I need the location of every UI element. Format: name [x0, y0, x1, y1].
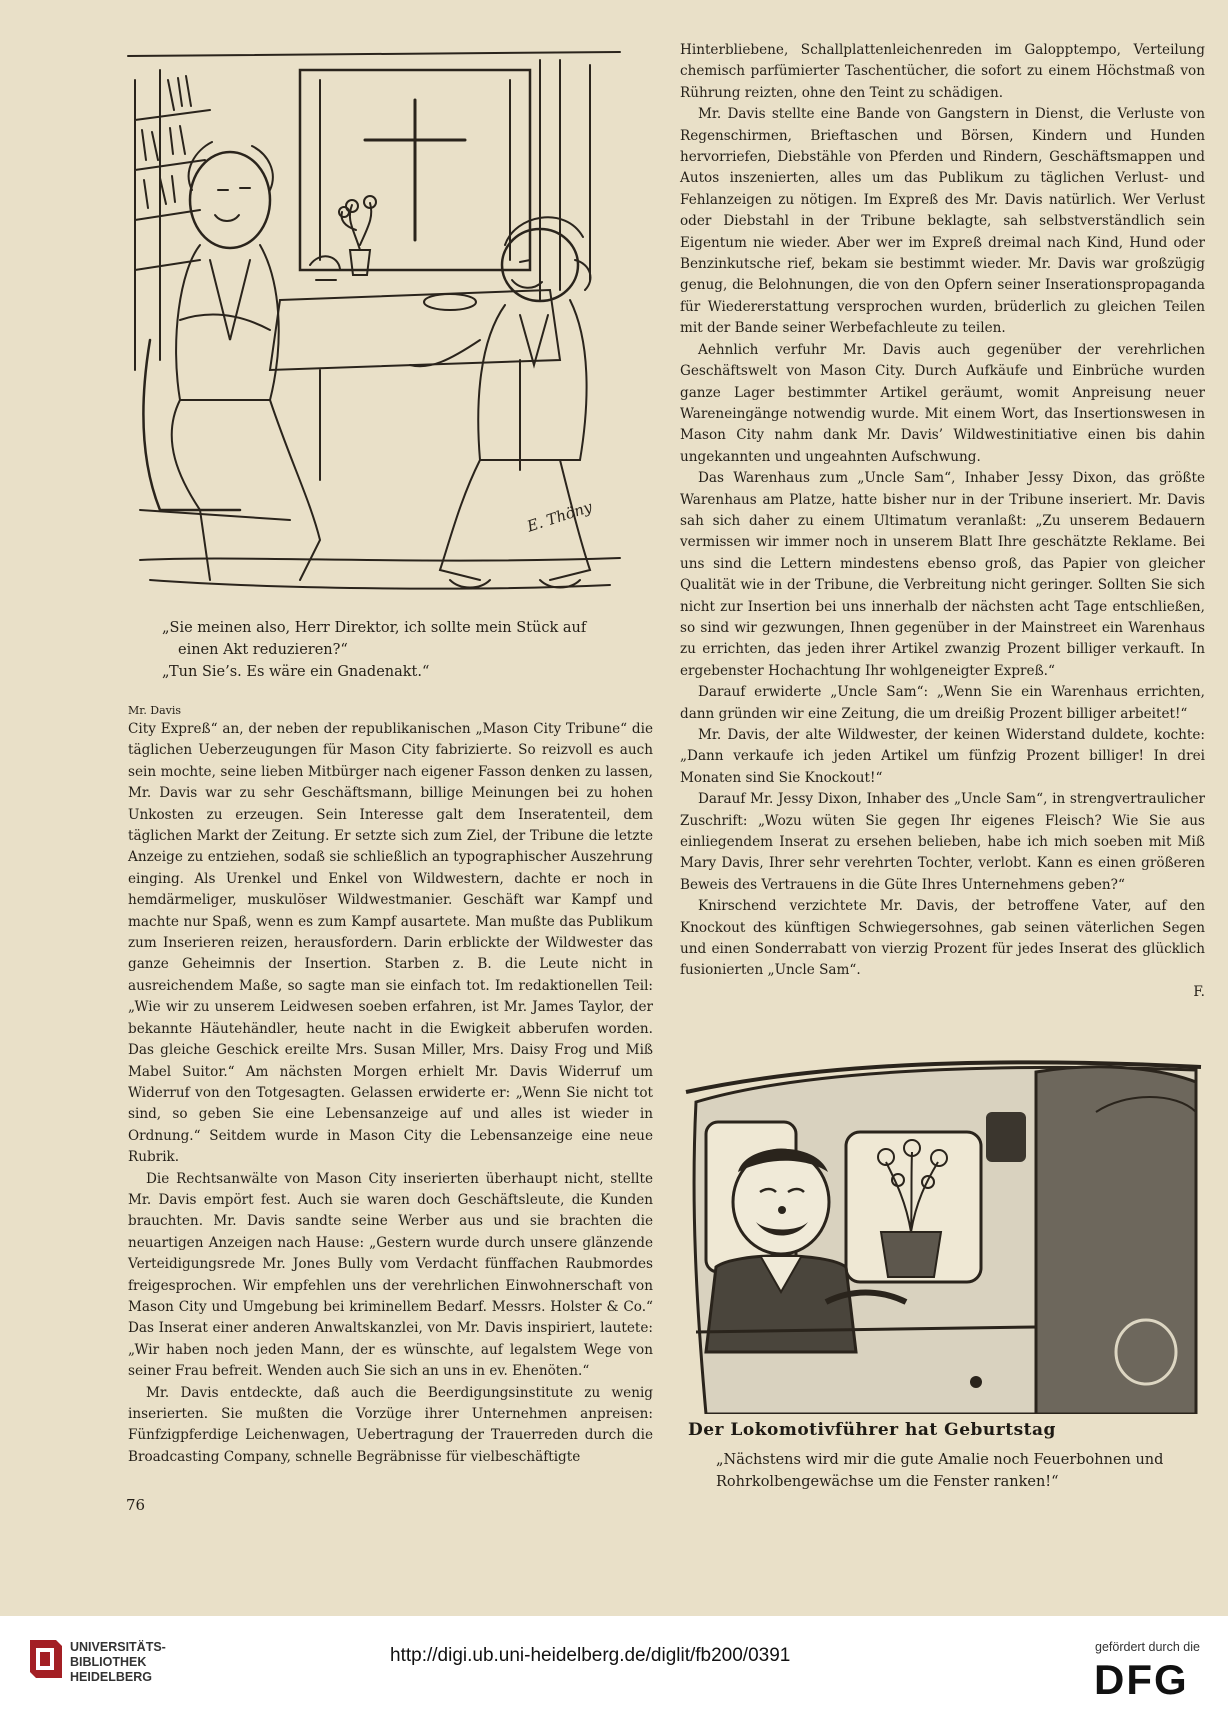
right-paragraph-3: Aehnlich verfuhr Mr. Davis auch gegenüber der verehrlichen Geschäftswelt von Mason City. Durch Aufkäufe und Einbrüche wurden ganze Lager bestimmter Artikel geräumt, womit Anpreisung neuer Wareneingänge notwendig wurde. Mit einem Wort, das Insertionswesen in Mason City nahm dank Mr. Davis’ Wildwestinitiative einen bis dahin ungekannten und ungeahnten Aufschwung. — [680, 341, 1205, 465]
left-paragraph-1: City Expreß“ an, der neben der republikanischen „Mason City Tribune“ die täglichen Ueberzeugungen für Mason City fabrizierte. So reizvoll es auch sein mochte, seine lieben Mitbürger nach eigener Fasson denken zu lassen, Mr. Davis war zu sehr Geschäftsmann, billige Meinungen bei zu hohen Unkosten zu erzeugen. Sein Interesse galt dem Inseratenteil, dem täglichen Markt der Zeitung. Er setzte sich zum Ziel, der Tribune die letzte Anzeige zu entziehen, sodaß sie schließlich an typographischer Auszehrung einging. Als Urenkel und Enkel von Wildwestern, dachte er noch in hemdärmeliger, muskulöser Wildwestmanier. Geschäft war Kampf und machte nur Spaß, wenn es zum Kampf ausartete. Man mußte das Publikum zum Inserieren reizen, herausfordern. Darin erblickte der Wildwester das ganze Geheimnis der Insertion. Starben z. B. die Leute nicht in ausreichendem Maße, so sagte man sie einfach tot. Im redaktionellen Teil: „Wie wir zu unserem Leidwesen soeben erfahren, ist Mr. James Taylor, der bekannte Häutehändler, heute nacht in die Ewigkeit abberufen worden. Das gleiche Geschick ereilte Mrs. Susan Miller, Mrs. Daisy Frog und Miß Mabel Suitor.“ Am nächsten Morgen erhielt Mr. Davis Widerruf um Widerruf von den Totgesagten. Gelassen erwiderte er: „Wenn Sie nicht tot sind, so geben Sie eine Lebensanzeige auf und alles ist wieder in Ordnung.“ Seitdem wurde in Mason City die Lebensanzeige eine neue Rubrik. — [128, 721, 653, 1166]
page-number: 76 — [126, 1496, 146, 1514]
caption-line-1: „Sie meinen also, Herr Direktor, ich sollte mein Stück auf — [162, 620, 587, 636]
caption-line-2: einen Akt reduzieren?“ — [178, 642, 348, 658]
right-paragraph-6: Mr. Davis, der alte Wildwester, der keinen Widerstand duldete, kochte: „Dann verkaufe ich jeden Artikel um fünfzig Prozent billiger! In drei Monaten sind Sie Knockout!“ — [680, 727, 1205, 786]
library-name — [70, 1640, 166, 1685]
bottom-illustration-caption: „Nächstens wird mir die gute Amalie noch Feuerbohnen und Rohrkolbengewächse um die Fenster ranken!“ — [716, 1452, 1164, 1490]
left-paragraph-3: Mr. Davis entdeckte, daß auch die Beerdigungsinstitute zu wenig inserierten. Sie mußten die Vorzüge ihrer Unternehmen anpreisen: Fünfzigpferdige Leichenwagen, Uebertragung der Trauerreden durch die Broadcasting Company, schnelle Begräbnisse für vielbeschäftigte — [128, 1384, 653, 1465]
right-paragraph-7: Darauf Mr. Jessy Dixon, Inhaber des „Uncle Sam“, in strengvertraulicher Zuschrift: „Wozu wüten Sie gegen Ihr eigenes Fleisch? Wie Sie aus einliegendem Inserat zu ersehen belieben, habe ich mich soeben mit Miß Mary Davis, Ihrer sehr verehrten Tochter, verlobt. Kann es einen größeren Beweis des Vertrauens in die Güte Ihres Unternehmens geben?“ — [680, 791, 1205, 893]
section-label: Mr. Davis — [128, 704, 182, 717]
library-name-line-1: UNIVERSITÄTS- — [70, 1640, 166, 1654]
right-column — [680, 40, 1205, 1003]
source-url-link[interactable]: http://digi.ub.uni-heidelberg.de/diglit/fb200/0391 — [390, 1645, 791, 1666]
left-column — [128, 711, 653, 1468]
library-name-line-3: HEIDELBERG — [70, 1670, 152, 1684]
caption-line-3: „Tun Sie’s. Es wäre ein Gnadenakt.“ — [162, 664, 430, 680]
right-paragraph-4: Das Warenhaus zum „Uncle Sam“, Inhaber Jessy Dixon, das größte Warenhaus am Platze, hatte bisher nur in der Tribune inseriert. Mr. Davis sah sich daher zu einem Ultimatum veranlaßt: „Zu unserem Bedauern vermissen wir immer noch in unserem Blatt Ihre geschätzte Reklame. Bei uns sind die Lettern mindestens ebenso groß, das Papier von gleicher Qualität wie in der Tribune, die Verbreitung nicht geringer. Sollten Sie sich nicht zur Insertion bei uns innerhalb der nächsten acht Tage entschließen, so sind wir gezwungen, Ihnen gegenüber in der Mainstreet ein Warenhaus zu errichten, das jeden ihrer Artikel zwanzig Prozent billiger verkauft. In ergebenster Hochachtung Ihr wohlgeneigter Expreß.“ — [680, 470, 1205, 679]
footer-bar — [0, 1616, 1228, 1718]
illustration-locomotive — [676, 1052, 1206, 1414]
dfg-logo: DFG — [1094, 1656, 1189, 1703]
funded-by-label: gefördert durch die — [1095, 1640, 1200, 1654]
illustration-office-scene — [120, 40, 630, 610]
right-paragraph-2: Mr. Davis stellte eine Bande von Gangstern in Dienst, die Verluste von Regenschirmen, Brieftaschen und Börsen, Kindern und Hunden hervorriefen, Diebstähle von Pferden und Rindern, Geschäftsmappen und Autos inszenierten, alles um das Publikum zu täglichen Verlust- und Fehlanzeigen zu nötigen. Im Expreß des Mr. Davis natürlich. Wer Verlust oder Diebstahl in der Tribune beklagte, sah selbstverständlich sein Eigentum nie wieder. Aber wer im Expreß dreimal nach Kind, Hund oder Benzinkutsche rief, bekam sie bestimmt wieder. Mr. Davis war großzügig genug, die Belohnungen, die von den Opfern seiner Inserationspropaganda für Wiedererstattung versprochen wurden, brüderlich zu gleichen Teilen mit der Bande seiner Werbefachleute zu teilen. — [680, 106, 1205, 337]
left-paragraph-2: Die Rechtsanwälte von Mason City inserierten überhaupt nicht, stellte Mr. Davis empört fest. Auch sie waren doch Geschäftsleute, die Kunden brauchten. Mr. Davis sandte seine Werber aus und sie brachten die neuartigen Anzeigen nach Hause: „Gestern wurde durch unsere glänzende Verteidigungsrede Mr. Jones Bully vom Verdacht fünffachen Raubmordes freigesprochen. Wir empfehlen uns der verehrlichen Einwohnerschaft von Mason City und Umgebung bei kriminellem Bedarf. Messrs. Holster & Co.“ Das Inserat einer anderen Anwaltskanzlei, von Mr. Davis inspiriert, lautete: „Wir haben noch jeden Mann, der es wünschte, auf legalstem Wege von seiner Frau befreit. Wenden auch Sie sich an uns in ev. Ehenöten.“ — [128, 1170, 653, 1380]
top-illustration-caption — [162, 617, 642, 683]
article-signature: F. — [1193, 983, 1205, 1000]
library-name-line-2: BIBLIOTHEK — [70, 1655, 147, 1669]
right-paragraph-1: Hinterbliebene, Schallplattenleichenreden im Galopptempo, Verteilung chemisch parfümierter Taschentücher, die sofort zu einem Höchstmaß von Rührung reizten, ohne den Teint zu schädigen. — [680, 42, 1205, 101]
right-paragraph-8: Knirschend verzichtete Mr. Davis, der betroffene Vater, auf den Knockout des künftigen Schwiegersohnes, gab seinen väterlichen Segen und einen Sonderrabatt von vierzig Prozent für jedes Inserat des glücklich fusionierten „Uncle Sam“. — [680, 898, 1205, 979]
bottom-illustration-title: Der Lokomotivführer hat Geburtstag — [688, 1420, 1056, 1440]
right-paragraph-5: Darauf erwiderte „Uncle Sam“: „Wenn Sie ein Warenhaus errichten, dann gründen wir eine Zeitung, die um dreißig Prozent billiger arbeitet!“ — [680, 684, 1205, 722]
university-library-logo-icon — [26, 1634, 66, 1684]
artist-signature: E. Thöny — [524, 497, 595, 536]
